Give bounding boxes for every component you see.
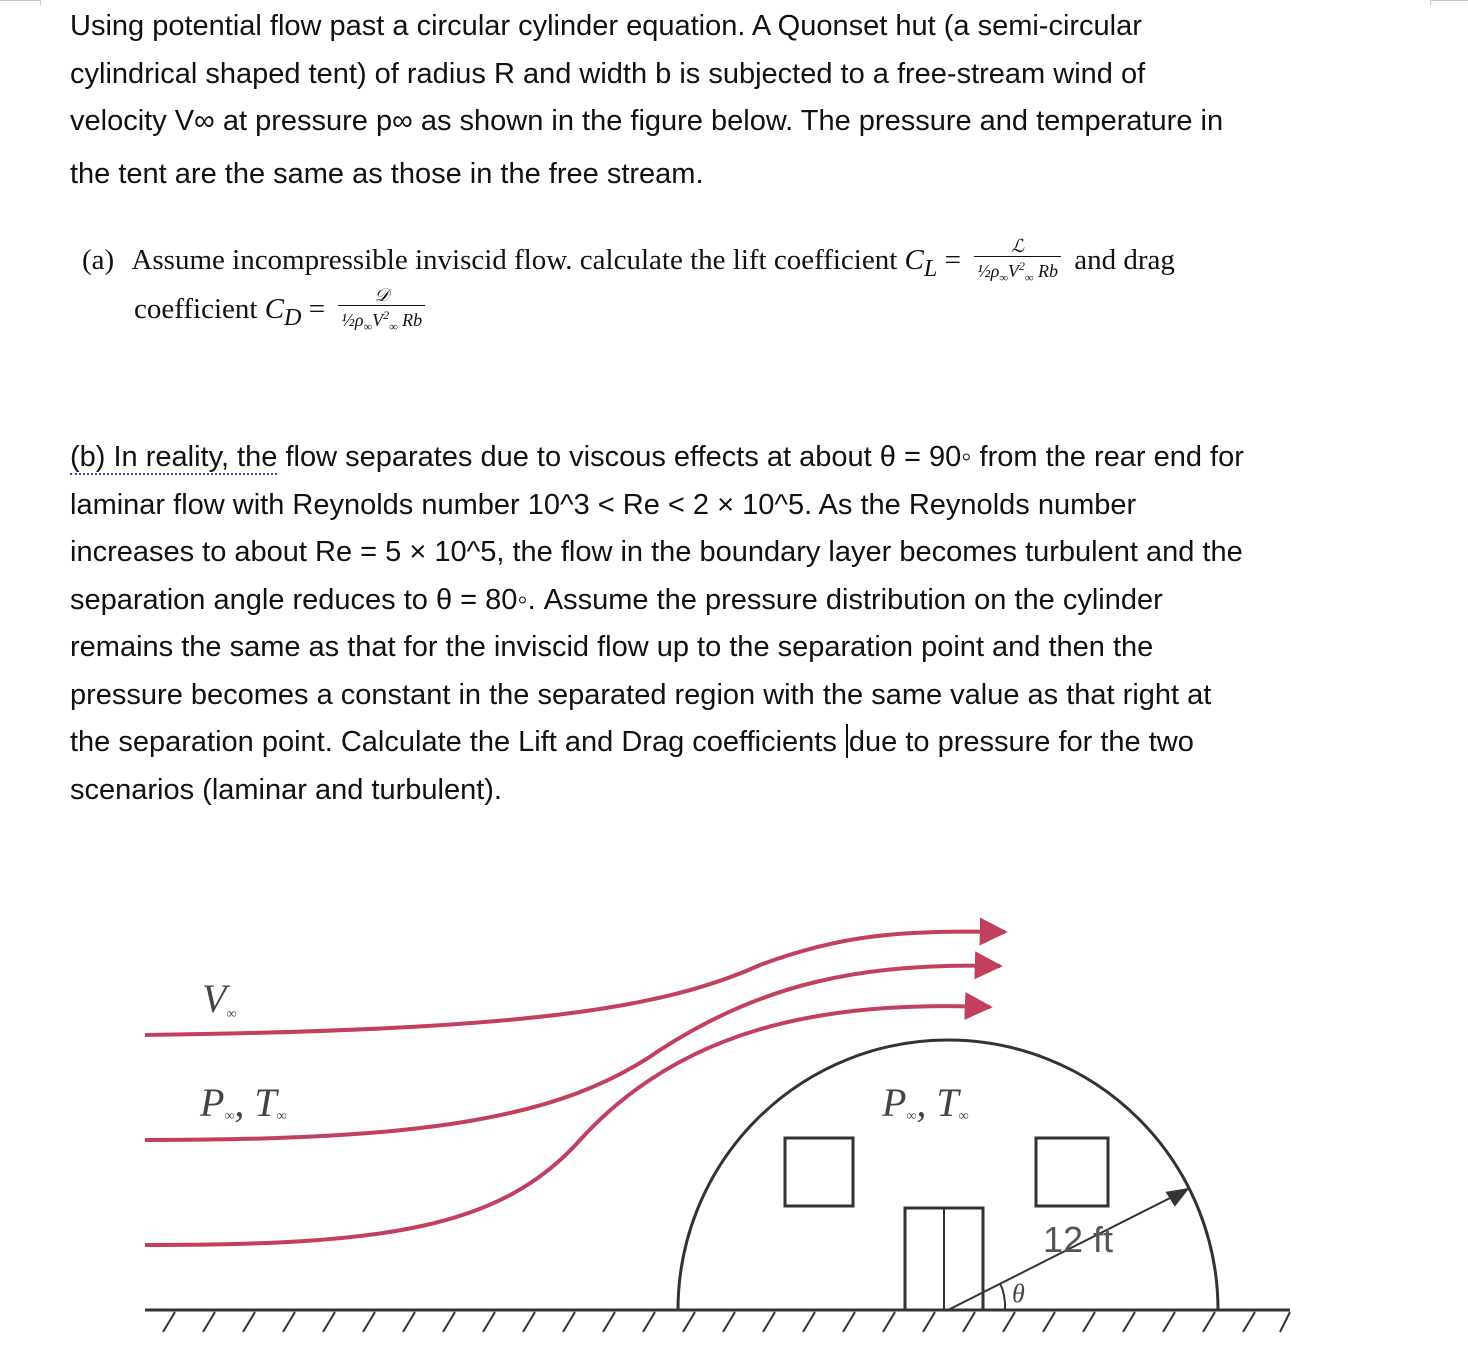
streamline [145, 1006, 990, 1245]
part-b-line: (b) In reality, the flow separates due to viscous effects at about θ = 90◦ from the rear end for [70, 441, 1244, 473]
coefficient-text: coefficient [134, 292, 258, 325]
part-b-line: scenarios (laminar and turbulent). [70, 773, 502, 806]
part-b-line: separation angle reduces to θ = 80◦. Assume the pressure distribution on the cylinder [70, 583, 1163, 616]
part-a-label: (a) [82, 243, 115, 276]
hut-window-left [785, 1138, 853, 1206]
part-b-line: pressure becomes a constant in the separated region with the same value as that right at [70, 678, 1212, 711]
spellcheck-underline: (b) In reality, the [70, 441, 278, 473]
inside-pressure-label: P∞, T∞ [882, 1080, 969, 1125]
lift-symbol: ℒ [974, 237, 1061, 257]
streamline [145, 932, 1005, 1035]
intro-line: the tent are the same as those in the free stream. [70, 157, 704, 190]
cd-symbol: C [264, 292, 285, 325]
intro-line: velocity V∞ at pressure p∞ as shown in the figure below. The pressure and temperature in [70, 105, 1224, 137]
drag-symbol: 𝒟 [338, 286, 425, 306]
part-a-text: Assume incompressible inviscid flow. calculate the lift coefficient [131, 243, 898, 276]
equals-sign: = [944, 243, 961, 276]
theta-arc [1000, 1283, 1005, 1310]
radius-arrowhead [1168, 1190, 1186, 1204]
part-b-line: the separation point. Calculate the Lift and Drag coefficients due to pressure for the two [70, 726, 1194, 758]
cl-symbol: C [904, 243, 924, 276]
hut-window-right [1036, 1138, 1108, 1206]
theta-label: θ [1012, 1279, 1025, 1308]
cd-subscript: D [284, 303, 302, 331]
equals-sign: = [308, 292, 326, 325]
radius-label: 12 ft [1043, 1219, 1114, 1260]
part-b-line: laminar flow with Reynolds number 10^3 < Re < 2 × 10^5. As the Reynolds number [70, 488, 1137, 521]
intro-line: Using potential flow past a circular cylinder equation. A Quonset hut (a semi-circular [70, 10, 1142, 42]
dynamic-pressure-term: $\frac{1}{2}\rho_\infty V^2_\infty$ Rb [341, 308, 423, 334]
outside-pressure-label: P∞, T∞ [200, 1080, 287, 1125]
part-b-line: increases to about Re = 5 × 10^5, the flow in the boundary layer becomes turbulent and the [70, 536, 1243, 568]
ground-hatching [163, 1312, 1290, 1332]
cl-subscript: L [923, 254, 938, 282]
intro-line: cylindrical shaped tent) of radius R and width b is subjected to a free-stream wind of [70, 57, 1146, 90]
dynamic-pressure-term: $\frac{1}{2}\rho_\infty V^2_\infty$ Rb [977, 259, 1058, 285]
and-drag-text: and drag [1074, 243, 1175, 276]
part-b-line: remains the same as that for the inviscid flow up to the separation point and then the [70, 631, 1154, 663]
freestream-velocity-label: V∞ [202, 976, 237, 1022]
